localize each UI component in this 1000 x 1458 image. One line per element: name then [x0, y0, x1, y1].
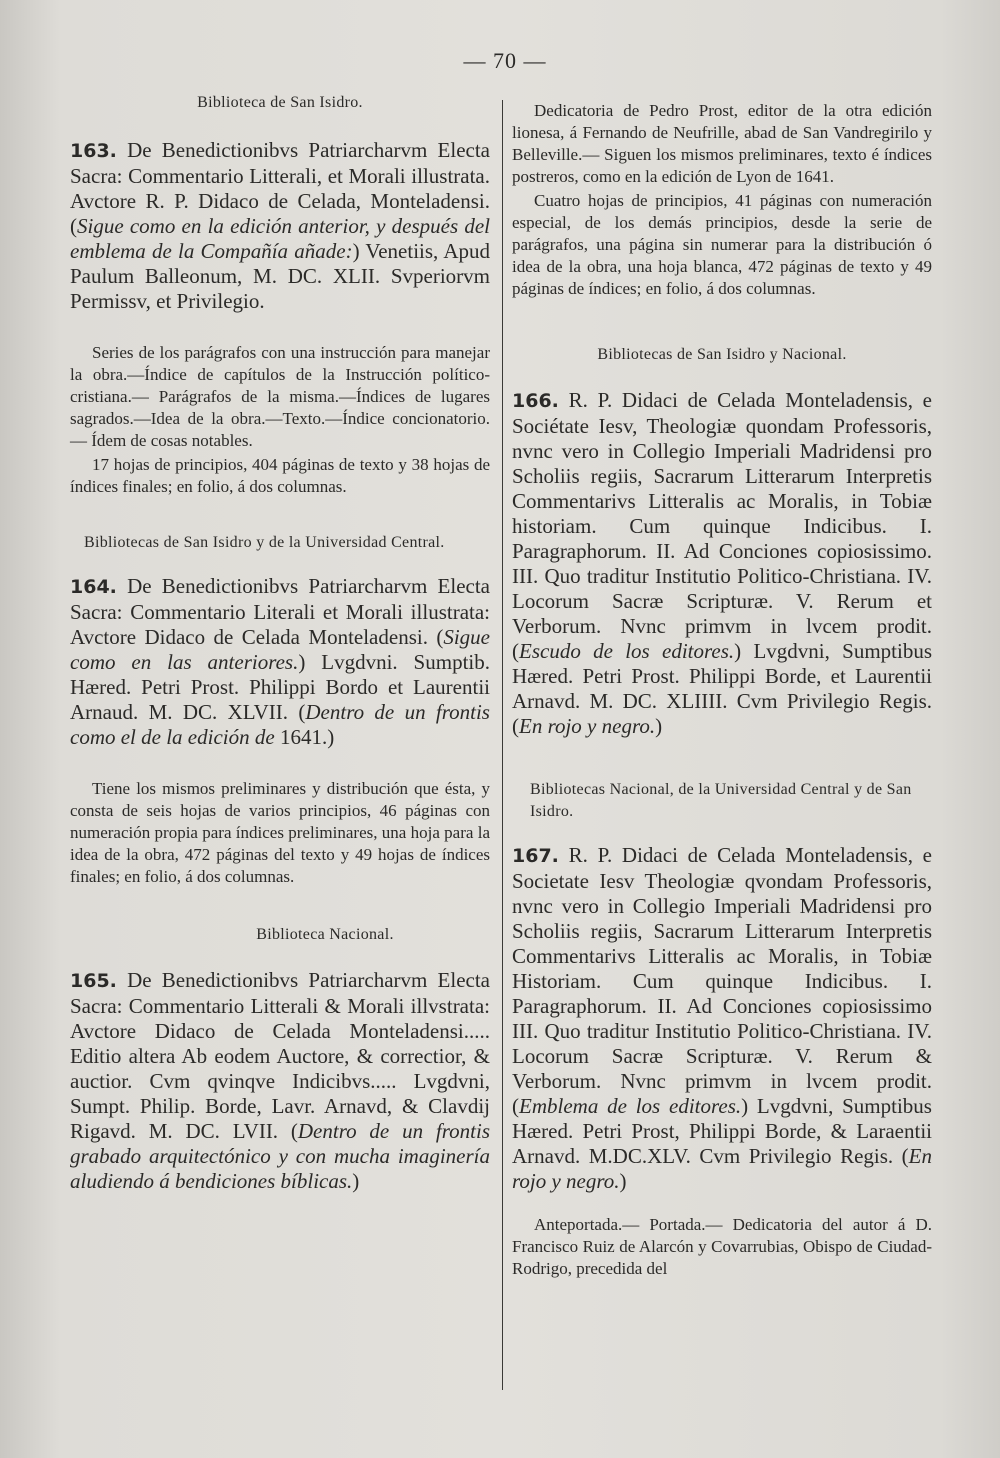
entry-number: 164.: [70, 576, 117, 598]
note-165-collation: Cuatro hojas de principios, 41 páginas con numeración especial, de los demás principios, desde la serie de parágrafos, una página sin numerar para la distribución ó idea de la obra, una hoja blanca, 472 páginas de texto y 49 páginas de índices; en folio, á dos columnas.: [512, 191, 932, 298]
right-column: [512, 92, 932, 1280]
entry-text: De Benedictionibvs Patriarcharvm Electa Sacra: Commentario Litterali, et Morali illustrata. Avctore R. P. Didaco de Celada, Monteladensi. (: [70, 138, 490, 238]
entry-italic-2: En rojo y negro.: [512, 1144, 932, 1193]
entry-italic-2: En rojo y negro.: [519, 714, 656, 738]
entry-text-tail: ): [352, 1169, 360, 1193]
note-165-dedication: Dedicatoria de Pedro Prost, editor de la otra edición lionesa, á Fernando de Neufrille, abad de San Vandregirilo y Belleville.— Siguen los mismos preliminares, texto é índices postreros, como en la edición de Lyon de 1641.: [512, 101, 932, 186]
entry-167: [512, 843, 932, 1194]
entry-italic: Escudo de los editores.: [519, 639, 735, 663]
entry-number: 163.: [70, 140, 117, 162]
entry-164: [70, 574, 490, 750]
entry-number: 166.: [512, 390, 559, 412]
entry-text: R. P. Didaci de Celada Monteladensis, e Societate Iesv Theologiæ qvondam Professoris, nvnc vero in Collegio Imperiali Madridensi pro Scholiis regiis, Sacrarum Litterarum Interpretis Commentarivs Litteralis ac Moralis, in Tobiæ Historiam. Cum quinque Indicibus. I. Paragraphorum. II. Ad Conciones copiosissimo III. Quo traditur Institutio Politico-Christiana. IV. Locorum Sacræ Scripturæ. V. Rerum & Verborum. Nvnc primvm in lvcem prodit. (: [512, 843, 932, 1118]
entry-text-mid: ) Lvgdvni. Sumptib. Hæred. Petri Prost. Philippi Bordo et Laurentii Arnaud. M. DC. XLVII. (: [70, 650, 490, 724]
entry-italic: Emblema de los editores.: [519, 1094, 742, 1118]
entry-number: 165.: [70, 970, 117, 992]
note-164: Tiene los mismos preliminares y distribución que ésta, y consta de seis hojas de varios principios, 46 páginas con numeración propia para índices preliminares, una hoja para la idea de la obra, 472 páginas del texto y 49 hojas de índices finales; en folio, á dos columnas.: [70, 779, 490, 886]
library-holding-167: Bibliotecas Nacional, de la Universidad Central y de San Isidro.: [530, 781, 912, 820]
note-167-contents: Anteportada.— Portada.— Dedicatoria del autor á D. Francisco Ruiz de Alarcón y Covarrubias, Obispo de Ciudad-Rodrigo, precedida del: [512, 1215, 932, 1278]
page-number: — 70 —: [463, 48, 547, 73]
entry-166: [512, 388, 932, 739]
note-163-collation: 17 hojas de principios, 404 páginas de texto y 38 hojas de índices finales; en folio, á dos columnas.: [70, 455, 490, 496]
left-column: [70, 92, 490, 1194]
entry-number: 167.: [512, 845, 559, 867]
entry-text-tail: ): [619, 1169, 627, 1193]
entry-163: [70, 138, 490, 314]
entry-text: De Benedictionibvs Patriarcharvm Electa Sacra: Commentario Literali et Morali illustrata: Avctore Didaco de Celada Monteladensi. (: [70, 574, 490, 649]
library-holding-166: Bibliotecas de San Isidro y Nacional.: [597, 346, 847, 363]
entry-text-tail: ): [655, 714, 663, 738]
entry-italic: Sigue como en la edición anterior, y después del emblema de la Compañía añade:: [70, 214, 490, 263]
entry-text-mid: ) Lvgdvni, Sumptibus Hæred. Petri Prost, Philippi Borde, & Laraentii Arnavd. M.DC.XLV. Cvm Privilegio Regis. (: [512, 1094, 932, 1168]
entry-italic: Sigue como en las anteriores.: [70, 625, 490, 674]
library-holding-164: Bibliotecas de San Isidro y de la Universidad Central.: [84, 534, 445, 551]
entry-italic: Dentro de un frontis grabado arquitectónico y con mucha imaginería aludiendo á bendiciones bíblicas.: [70, 1119, 490, 1193]
note-163-contents: Series de los parágrafos con una instrucción para manejar la obra.—Índice de capítulos de la Instrucción político-cristiana.— Parágrafos de la misma.—Índices de lugares sagrados.—Idea de la obra.—Texto.—Índice concionatorio.— Ídem de cosas notables.: [70, 343, 490, 450]
entry-text: De Benedictionibvs Patriarcharvm Electa Sacra: Commentario Litterali & Morali illvstrata: Avctore Didaco de Celada Monteladensi..... Editio altera Ab eodem Auctore, & correctior, & auctior. Cvm qvinqve Indicibvs..... Lvgdvni, Sumpt. Philip. Borde, Lavr. Arnavd, & Clavdij Rigavd. M. DC. LVII. (: [70, 968, 490, 1143]
entry-italic-2: Dentro de un frontis como el de la edición de: [70, 700, 490, 749]
library-holding-165: Biblioteca Nacional.: [256, 926, 394, 943]
entry-text: R. P. Didaci de Celada Monteladensis, e Sociétate Iesv, Theologiæ quondam Professoris, nvnc vero in Collegio Imperiali Madridensi pro Scholiis regiis, Sacrarum Litterarum Interpretis Commentarivs Litteralis ac Moralis, in Tobiæ historiam. Cum quinque Indicibus. I. Paragraphorum. II. Ad Conciones copiosissimo. III. Quo traditur Institutio Politico-Christiana. IV. Locorum Sacræ Scripturæ. V. Rerum et Verborum. Nvnc primvm in lvcem prodit. (: [512, 388, 932, 663]
entry-text-tail: ) Venetiis, Apud Paulum Balleonum, M. DC. XLII. Svperiorvm Permissv, et Privilegio.: [70, 239, 490, 313]
entry-text-tail: 1641.): [274, 725, 335, 749]
column-divider: [502, 100, 503, 1390]
entry-text-mid: ) Lvgdvni, Sumptibus Hæred. Petri Prost. Philippi Borde, et Laurentii Arnavd. M. DC. XLIIII. Cvm Privilegio Regis. (: [512, 639, 932, 738]
library-holding-163: Biblioteca de San Isidro.: [197, 94, 363, 111]
entry-165: [70, 968, 490, 1194]
